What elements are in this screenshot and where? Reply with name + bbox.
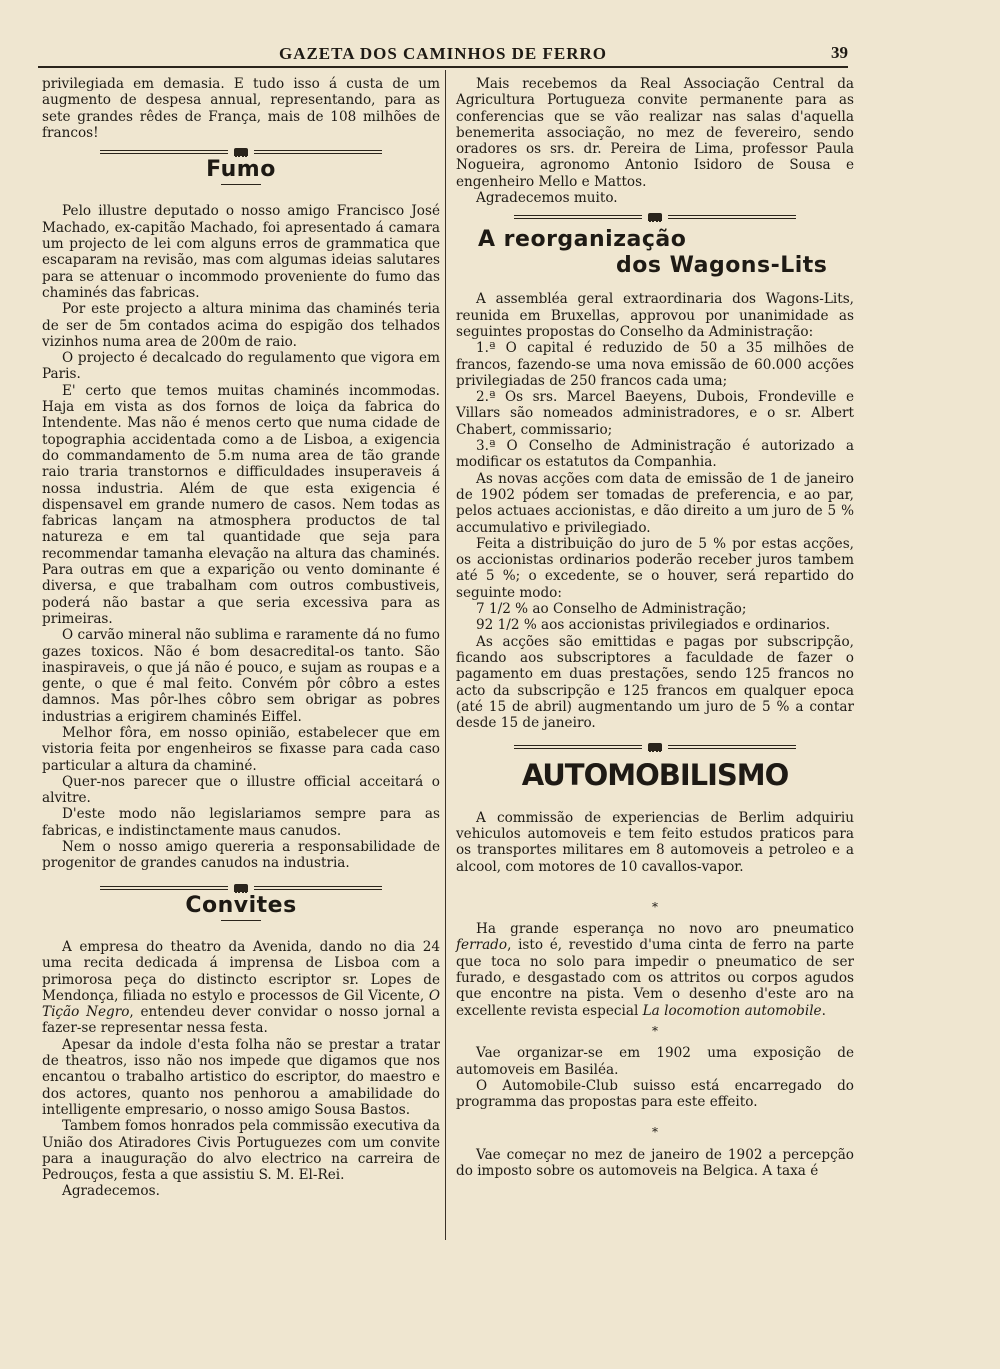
- section-title-fumo: Fumo: [206, 157, 276, 183]
- right-column: [456, 76, 854, 1179]
- article-paragraph: Vae começar no mez de janeiro de 1902 a percepção do imposto sobre os automoveis na Belgica. A taxa é: [456, 1146, 854, 1180]
- asterisk-separator: *: [652, 1023, 658, 1038]
- section-title-automobilismo: AUTOMOBILISMO: [521, 758, 789, 793]
- section-title-convites: Convites: [185, 892, 297, 918]
- locomotive-icon: [234, 148, 248, 156]
- article-paragraph: A assembléa geral extraordinaria dos Wagons-Lits, reunida em Bruxellas, approvou por unanimidade as seguintes propostas do Conselho da Administração:: [456, 291, 854, 340]
- article-paragraph: O projecto é decalcado do regulamento que vigora em Paris.: [42, 350, 440, 383]
- article-paragraph: 7 1/2 % ao Conselho de Administração;: [476, 601, 747, 618]
- article-paragraph: Por este projecto a altura minima das chaminés teria de ser de 5m contados acima do espigão dos telhados vizinhos numa area de 200m de raio.: [42, 301, 440, 350]
- locomotive-icon: [234, 884, 248, 892]
- article-paragraph: Tambem fomos honrados pela commissão executiva da União dos Atiradores Civis Portuguezes com um convite para a inauguração do alvo electrico na carreira de Pedrouços, festa a que assistiu S. M. El-Rei.: [42, 1118, 440, 1184]
- play-title: O Tição Negro: [42, 987, 440, 1021]
- article-paragraph: A commissão de experiencias de Berlim adquiriu vehiculos automoveis e tem feito estudos praticos para os transportes militares em 8 automoveis a petroleo e a alcool, com motores de 10 cavallos-vapor.: [456, 809, 854, 875]
- section-separator: [42, 884, 440, 892]
- asterisk-separator: *: [652, 899, 658, 914]
- wagons-lits-article: [456, 291, 854, 731]
- locomotive-icon: [648, 743, 662, 751]
- article-paragraph: Quer-nos parecer que o illustre official acceitará o alvitre.: [42, 773, 440, 807]
- article-paragraph: As novas acções com data de emissão de 1 de janeiro de 1902 pódem ser tomadas de preferencia, e ao par, pelos actuaes accionistas, e dão direito a um juro de 5 % accumulativo e privilegiado.: [456, 470, 854, 536]
- automobilismo-article: [456, 810, 854, 1180]
- article-paragraph: A empresa do theatro da Avenida, dando no dia 24 uma recita dedicada á imprensa de Lisboa com a primorosa peça do distincto escriptor sr. Lopes de Mendonça, filiada no estylo e processos de Gil Vicente, O Tição Negro, entendeu dever convidar o nosso jornal a fazer-se representar nessa festa.: [42, 938, 440, 1037]
- left-column: [42, 76, 440, 1200]
- article-paragraph: Apesar da indole d'esta folha não se prestar a tratar de theatros, isso não nos impede que digamos que nos encantou o trabalho artistico do escriptor, do maestro e dos actores, quanto nos penhorou a amabilidade do intelligente empresario, o nosso amigo Sousa Bastos.: [42, 1036, 440, 1118]
- section-separator: [42, 148, 440, 156]
- section-title-wagons-lits: A reorganização dos Wagons-Lits: [478, 227, 828, 279]
- article-paragraph: Pelo illustre deputado o nosso amigo Francisco José Machado, ex-capitão Machado, foi apresentado á camara um projecto de lei com alguns erros de grammatica que escaparam na revisão, mas com algumas ideias salutares para se attenuar o incommodo proveniente do fumo das chaminés das fabricas.: [42, 203, 440, 301]
- article-paragraph: Nem o nosso amigo quereria a responsabilidade de progenitor de grandes canudos na industria.: [42, 839, 440, 872]
- article-paragraph: Feita a distribuição do juro de 5 % por estas acções, os accionistas ordinarios poderão receber juros tambem até 5 %; o excedente, se o houver, será repartido do seguinte modo:: [456, 535, 854, 601]
- article-paragraph: O Automobile-Club suisso está encarregado do programma das propostas para este effeito.: [456, 1077, 854, 1111]
- journal-title: GAZETA DOS CAMINHOS DE FERRO: [278, 44, 608, 63]
- title-rule: [221, 184, 261, 185]
- continued-paragraph: Mais recebemos da Real Associação Central da Agricultura Portugueza convite permanente para as conferencias que se vão realizar nas salas d'aquella benemerita associação, no mez de fevereiro, sendo oradores os srs. dr. Pereira de Lima, professor Paula Nogueira, agronomo Antonio Isidoro de Sousa e engenheiro Mello e Mattos.: [456, 76, 854, 190]
- article-paragraph: 2.ª Os srs. Marcel Baeyens, Dubois, Frondeville e Villars são nomeados administradores, e o sr. Albert Chabert, commissario;: [456, 389, 854, 438]
- page-number: 39: [831, 43, 848, 62]
- article-paragraph: Agradecemos muito.: [476, 190, 618, 207]
- article-paragraph: Vae organizar-se em 1902 uma exposição de automoveis em Basiléa.: [456, 1045, 854, 1078]
- page-header: [38, 42, 848, 68]
- article-paragraph: Agradecemos.: [62, 1183, 160, 1200]
- section-separator: [456, 743, 854, 751]
- title-rule: [221, 920, 261, 921]
- asterisk-separator: *: [652, 1125, 658, 1140]
- article-paragraph: Ha grande esperança no novo aro pneumatico ferrado, isto é, revestido d'uma cinta de ferro na parte que toca no solo para impedir o pneumatico de ser furado, e desgastado com os attritos ou corpos agudos que encontre na pista. Vem o desenho d'este aro na excellente revista especial La locomotion automobile.: [456, 921, 854, 1019]
- column-divider: [445, 70, 446, 1240]
- fumo-article: [42, 203, 440, 871]
- article-paragraph: 92 1/2 % aos accionistas privilegiados e ordinarios.: [476, 617, 831, 634]
- article-paragraph: 1.ª O capital é reduzido de 50 a 35 milhões de francos, fazendo-se uma nova emissão de 60.000 acções privilegiadas de 250 francos cada uma;: [456, 340, 854, 389]
- article-paragraph: Melhor fôra, em nosso opinião, estabelecer que em vistoria feita por engenheiros se fixasse para cada caso particular a altura da chaminé.: [42, 724, 440, 774]
- article-paragraph: D'este modo não legislariamos sempre para as fabricas, e indistinctamente maus canudos.: [42, 806, 440, 839]
- article-paragraph: As acções são emittidas e pagas por subscripção, ficando aos subscriptores a faculdade de fazer o pagamento em duas prestações, sendo 125 francos no acto da subscripção e 125 francos em qualquer epoca (até 15 de abril) augmentando um juro de 5 % a contar desde 15 de janeiro.: [456, 633, 854, 732]
- section-separator: [456, 213, 854, 221]
- continued-paragraph: privilegiada em demasia. E tudo isso á custa de um augmento de despesa annual, representando, para as sete grandes rêdes de França, mais de 108 milhões de francos!: [42, 76, 440, 141]
- article-paragraph: O carvão mineral não sublima e raramente dá no fumo gazes toxicos. Não é bom desacredital-os tanto. São inaspiraveis, o que já não é pouco, e sujam as roupas e a gente, o que é mal feito. Convém pôr côbro a estes damnos. Mas pôr-lhes côbro sem obrigar as pobres industrias a erigirem chaminés Eiffel.: [42, 627, 440, 725]
- locomotive-icon: [648, 213, 662, 221]
- magazine-title: La locomotion automobile: [642, 1002, 822, 1019]
- article-paragraph: E' certo que temos muitas chaminés incommodas. Haja em vista as dos fornos de loiça da fabrica do Intendente. Mas não é menos certo que numa cidade de topographia accidentada como a de Lisboa, a exigencia do commandamento de 5.m numa area de tão grande raio traria transtornos e difficuldades insuperaveis á nossa industria. Além de que esta exigencia é dispensavel em grande numero de casos. Nem todas as fabricas lançam na atmosphera productos de tal natureza e em tal quantidade que seja para recommendar tamanha elevação na altura das chaminés. Para outras em que a exparição ou vento dominante é diversa, e que trabalham com outros combustiveis, poderá não bastar a que seria excessiva para as primeiras.: [42, 382, 440, 627]
- convites-article: [42, 939, 440, 1200]
- article-paragraph: 3.ª O Conselho de Administração é autorizado a modificar os estatutos da Companhia.: [456, 438, 854, 471]
